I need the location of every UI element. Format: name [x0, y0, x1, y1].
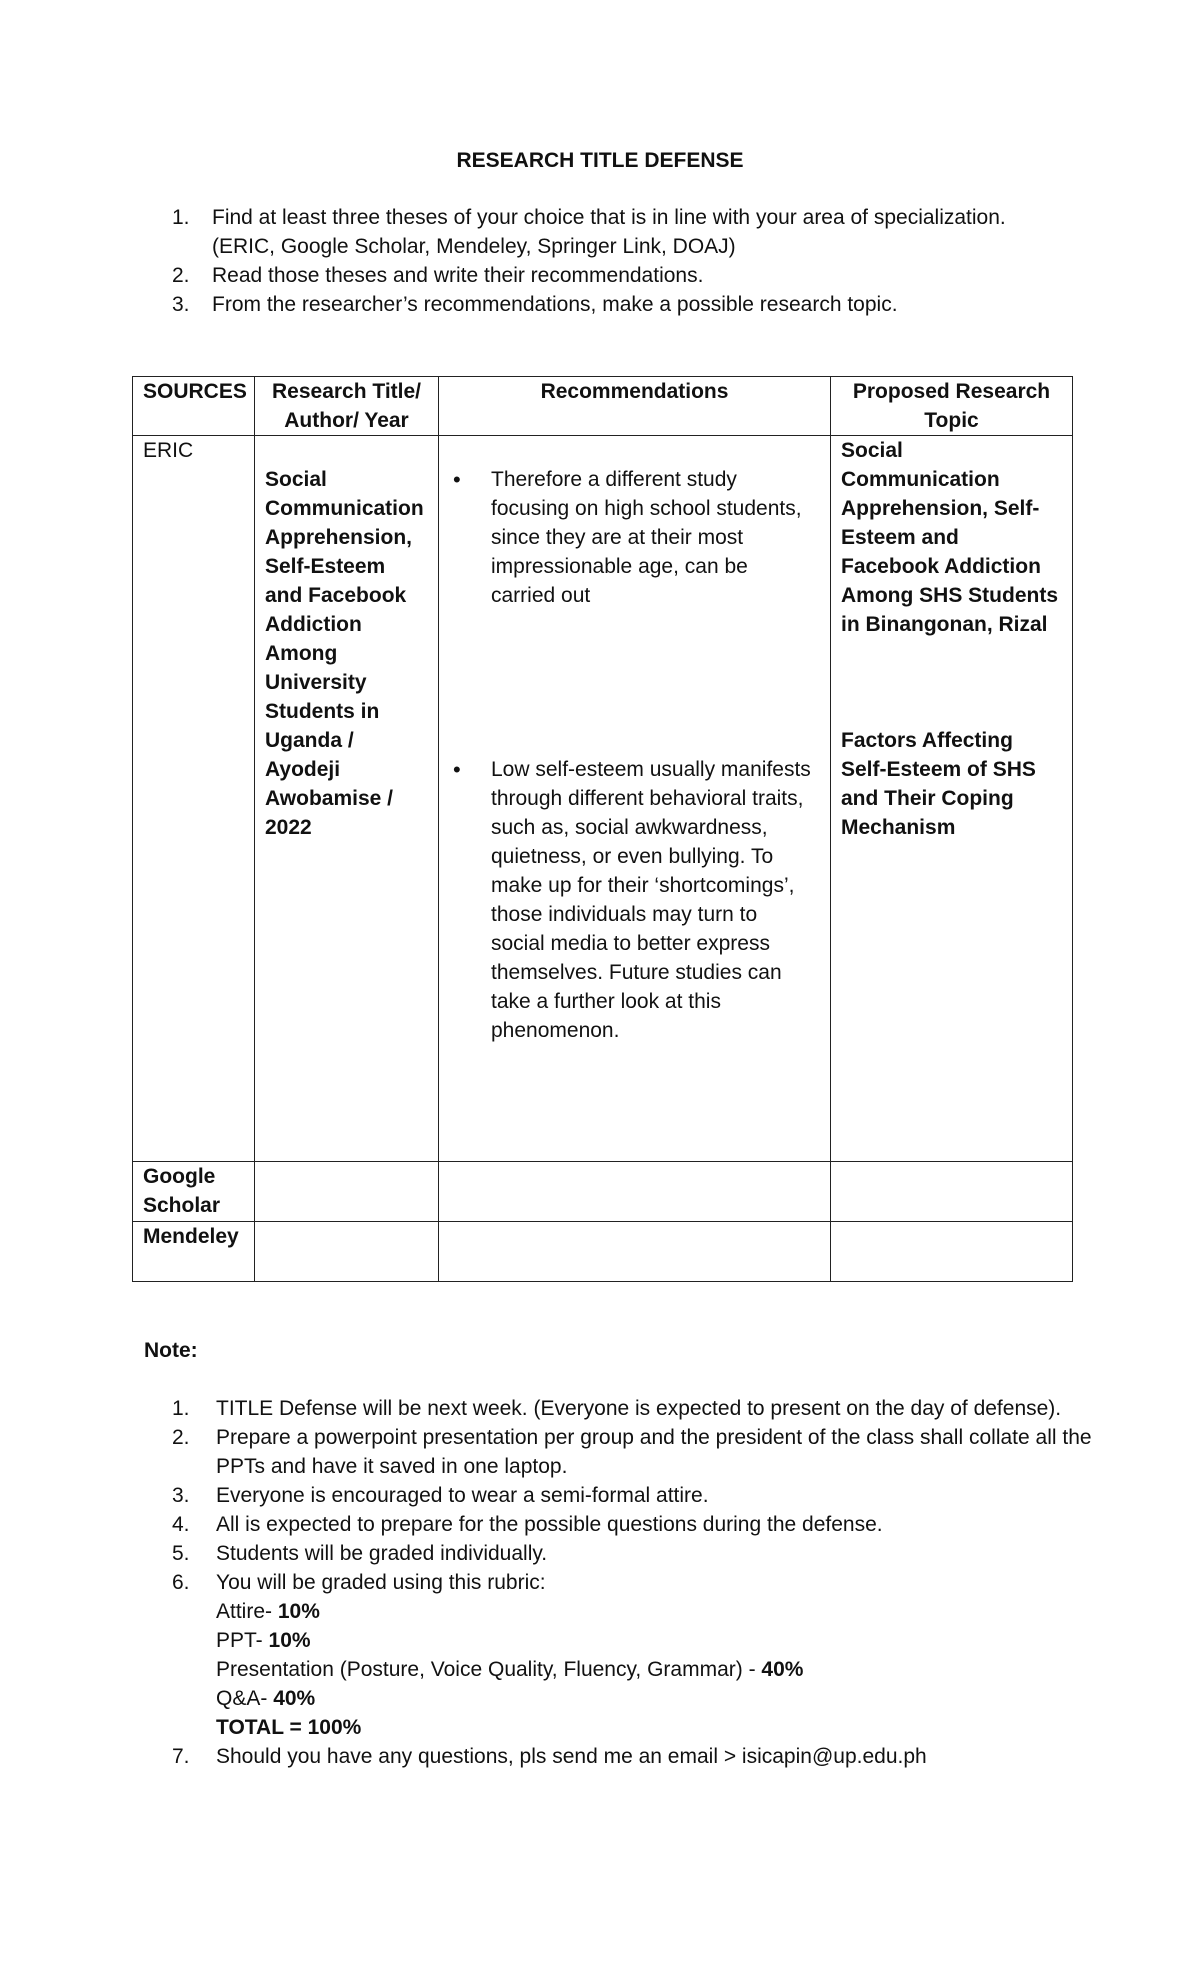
notes-list — [172, 1394, 1092, 1771]
proposed-topic: Social Communication Apprehension, Self-Esteem and Facebook Addiction Among SHS Students in Binangonan, Rizal — [841, 439, 1059, 636]
rubric-line — [216, 1626, 1092, 1655]
empty-cell — [831, 1222, 1073, 1282]
list-number: 1. — [172, 1397, 190, 1420]
recommendation-item — [449, 755, 820, 1045]
rubric-total-value: TOTAL = 100% — [216, 1716, 362, 1739]
recommendations-cell — [439, 436, 831, 1162]
rubric-label: Presentation (Posture, Voice Quality, Fluency, Grammar) - — [216, 1658, 762, 1681]
rubric-line — [216, 1684, 1092, 1713]
instruction-item — [172, 261, 1072, 290]
empty-cell — [439, 1162, 831, 1222]
note-text: TITLE Defense will be next week. (Everyone is expected to present on the day of defense). — [216, 1397, 1062, 1420]
note-text: Should you have any questions, pls send me an email > isicapin@up.edu.ph — [216, 1745, 927, 1768]
rubric-line — [216, 1597, 1092, 1626]
note-item — [172, 1568, 1092, 1742]
table-row-google-scholar — [133, 1162, 1073, 1222]
list-number: 1. — [172, 206, 190, 229]
list-number: 5. — [172, 1542, 190, 1565]
source-cell: Mendeley — [133, 1222, 255, 1282]
instruction-item — [172, 203, 1072, 261]
rubric-value: 40% — [273, 1687, 316, 1710]
instructions-list — [172, 203, 1072, 319]
research-title-cell — [255, 436, 439, 1162]
note-text: All is expected to prepare for the possible questions during the defense. — [216, 1513, 883, 1536]
recommendations-list — [449, 465, 820, 1045]
list-number: 2. — [172, 1426, 190, 1449]
source-cell: ERIC — [133, 436, 255, 1162]
bullet-icon: • — [453, 757, 461, 782]
note-item — [172, 1481, 1092, 1510]
instruction-item — [172, 290, 1072, 319]
rubric-label: PPT- — [216, 1629, 269, 1652]
rubric-value: 10% — [268, 1629, 311, 1652]
header-recommendations: Recommendations — [439, 377, 831, 436]
list-number: 3. — [172, 1484, 190, 1507]
note-item — [172, 1539, 1092, 1568]
empty-cell — [255, 1162, 439, 1222]
rubric — [216, 1597, 1092, 1742]
list-number: 2. — [172, 264, 190, 287]
rubric-value: 40% — [761, 1658, 804, 1681]
document-title: RESEARCH TITLE DEFENSE — [456, 149, 744, 172]
note-text: Prepare a powerpoint presentation per group and the president of the class shall collate all the PPTs and have it saved in one laptop. — [216, 1426, 1092, 1478]
instruction-text: From the researcher’s recommendations, make a possible research topic. — [212, 293, 898, 316]
rubric-value: 10% — [277, 1600, 320, 1623]
recommendation-text: Low self-esteem usually manifests through different behavioral traits, such as, social awkwardness, quietness, or even bullying. To make up for their ‘shortcomings’, those individuals may turn to social media to better express themselves. Future studies can take a further look at this phenomenon. — [491, 758, 811, 1042]
empty-cell — [831, 1162, 1073, 1222]
note-label: Note: — [144, 1339, 198, 1362]
research-table — [132, 376, 1073, 1282]
empty-cell — [439, 1222, 831, 1282]
header-proposed-topic: Proposed Research Topic — [831, 377, 1073, 436]
rubric-line — [216, 1655, 1092, 1684]
bullet-icon: • — [453, 467, 461, 492]
proposed-topic: Factors Affecting Self-Esteem of SHS and Their Coping Mechanism — [841, 729, 1036, 839]
instruction-text: Read those theses and write their recommendations. — [212, 264, 704, 287]
recommendation-text: Therefore a different study focusing on high school students, since they are at their most impressionable age, can be carried out — [491, 468, 802, 607]
note-text: Students will be graded individually. — [216, 1542, 548, 1565]
list-number: 3. — [172, 293, 190, 316]
proposed-topic-cell — [831, 436, 1073, 1162]
list-number: 7. — [172, 1745, 190, 1768]
list-number: 4. — [172, 1513, 190, 1536]
note-item — [172, 1423, 1092, 1481]
table-row-mendeley — [133, 1222, 1073, 1282]
note-text: Everyone is encouraged to wear a semi-formal attire. — [216, 1484, 709, 1507]
header-research-title: Research Title/ Author/ Year — [255, 377, 439, 436]
rubric-label: Q&A- — [216, 1687, 274, 1710]
header-sources: SOURCES — [133, 377, 255, 436]
note-item — [172, 1742, 1092, 1771]
table-header-row — [133, 377, 1073, 436]
research-title-text: Social Communication Apprehension, Self-Esteem and Facebook Addiction Among University Students in Uganda / Ayodeji Awobamise / 2022 — [265, 468, 424, 839]
rubric-total — [216, 1713, 1092, 1742]
source-cell: Google Scholar — [133, 1162, 255, 1222]
note-item — [172, 1510, 1092, 1539]
table-row-eric — [133, 436, 1073, 1162]
recommendation-item — [449, 465, 820, 610]
list-number: 6. — [172, 1571, 190, 1594]
rubric-label: Attire- — [216, 1600, 278, 1623]
note-text: You will be graded using this rubric: — [216, 1571, 546, 1594]
empty-cell — [255, 1222, 439, 1282]
note-item — [172, 1394, 1092, 1423]
instruction-text: Find at least three theses of your choice that is in line with your area of specialization. (ERIC, Google Scholar, Mendeley, Springer Link, DOAJ) — [212, 206, 1006, 258]
